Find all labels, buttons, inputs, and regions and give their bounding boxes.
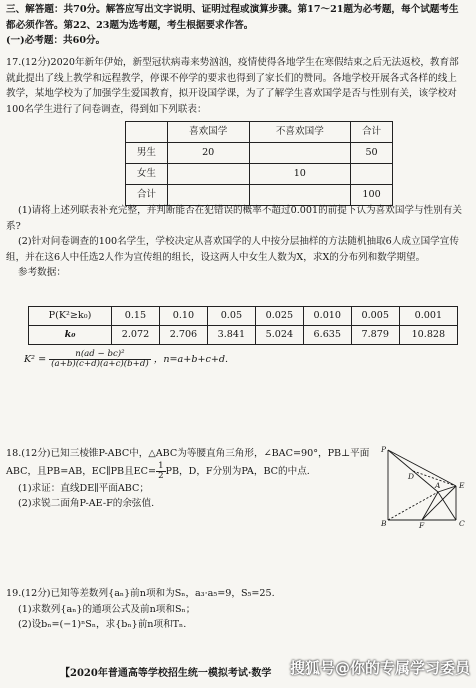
table-cell: 2.072: [112, 326, 160, 345]
k-squared-formula: [24, 350, 466, 369]
table-cell: 10.828: [399, 326, 457, 345]
table-cell: [167, 164, 249, 185]
table-row: [29, 307, 458, 326]
table-cell: 20: [167, 143, 249, 164]
formula-numerator: n(ad − bc)²: [49, 350, 151, 360]
tetrahedron-figure: [380, 446, 468, 528]
problem-18-fraction: [156, 462, 165, 481]
problem-19-part-2: (2)设bₙ=(−1)ⁿSₙ，求{bₙ}前n项和Tₙ.: [18, 619, 187, 631]
label-a: A: [435, 481, 441, 490]
table-cell: 男生: [126, 143, 168, 164]
table-cell: 2.706: [159, 326, 207, 345]
table-row: [29, 326, 458, 345]
label-b: B: [381, 519, 387, 528]
table-cell: k₀: [29, 326, 112, 345]
table-header-cell: [126, 122, 168, 143]
label-c: C: [459, 519, 465, 528]
table-row: [126, 143, 393, 164]
problem-18-part-1: (1)求证：直线DE∥平面ABC；: [18, 482, 149, 494]
problem-18-line-2a: ABC，且PB=AB，EC∥PB且EC=: [6, 465, 157, 477]
table-cell: 0.001: [399, 307, 457, 326]
problem-17-text: 17.(12分)2020年新年伊始，新型冠状病毒来势汹汹，疫情使得各地学生在寒假结束之后无法返校，教育部就此提出了线上教学和远程教学，停课不停学的要求也得到了家长们的赞同。各地学校开展各式各样的线上教学，某地学校为了加强学生爱国教育，拟开设国学课，为了了解学生喜欢国学是否与性别有关，该学校对100名学生进行了问卷调查，得到如下列联表：: [6, 57, 459, 115]
label-p: P: [381, 446, 387, 454]
section-header: [6, 2, 466, 49]
table-header-cell: 不喜欢国学: [249, 122, 351, 143]
contingency-table: [125, 121, 393, 206]
edge-ac: [438, 492, 456, 520]
problem-18: [6, 446, 372, 512]
table-cell: 女生: [126, 164, 168, 185]
table-cell: 合计: [126, 185, 168, 206]
table-cell: 100: [351, 185, 393, 206]
problem-17-part-2: (2)针对问卷调查的100名学生，学校决定从喜欢国学的人中按分层抽样的方法随机抽取6人成立国学宣传组，并在这6人中任选2人作为宣传组的组长，设这两人中女生人数为X，求X的分布列和数学期望。: [6, 236, 459, 263]
problem-17-stem: [6, 55, 466, 117]
edge-pe: [388, 450, 456, 486]
table-cell: 0.05: [207, 307, 255, 326]
table-cell: [351, 164, 393, 185]
table-cell: 6.635: [303, 326, 351, 345]
table-header-cell: 合计: [351, 122, 393, 143]
table-cell: 0.005: [351, 307, 399, 326]
critical-value-table: [28, 306, 458, 345]
table-header-cell: 喜欢国学: [167, 122, 249, 143]
problem-17-parts: [6, 203, 466, 281]
label-d: D: [408, 472, 415, 481]
section-instructions: 三、解答题：共70分。解答应写出文字说明、证明过程或演算步骤。第17～21题为必考题，每个试题考生都必须作答。第22、23题为选考题，考生根据要求作答。: [6, 4, 459, 31]
label-f: F: [419, 521, 425, 528]
edge-fe: [422, 486, 456, 520]
problem-17-part-1: (1)请将上述列联表补充完整，并判断能否在犯错误的概率不超过0.001的前提下认为喜欢国学与性别有关系?: [6, 205, 462, 232]
problem-18-line-2: [6, 462, 372, 481]
required-heading: (一)必考题：共60分。: [6, 35, 106, 47]
formula-fraction: [49, 350, 151, 369]
table-cell: 3.841: [207, 326, 255, 345]
problem-19: [6, 586, 466, 633]
table-header-row: [126, 122, 393, 143]
table-cell: [249, 143, 351, 164]
table-row: [126, 164, 393, 185]
fraction-numerator: 1: [158, 460, 164, 471]
table-cell: 50: [351, 143, 393, 164]
fraction-denominator: 2: [158, 470, 164, 481]
problem-18-part-2: (2)求锐二面角P-AE-F的余弦值.: [18, 498, 155, 510]
problem-19-text: 19.(12分)已知等差数列{aₙ}前n项和为Sₙ，a₃·a₅=9，S₅=25.: [6, 588, 275, 599]
label-e: E: [459, 481, 465, 490]
formula-denominator: (a+b)(c+d)(a+c)(b+d): [51, 359, 149, 370]
problem-18-line-2b: PB，D，F分别为PA，BC的中点.: [165, 465, 310, 477]
table-cell: P(K²≥k₀): [29, 307, 112, 326]
formula-lhs: K² =: [24, 354, 47, 366]
table-cell: 5.024: [255, 326, 303, 345]
reference-data-label: 参考数据：: [18, 267, 66, 279]
table-cell: 0.15: [112, 307, 160, 326]
table-cell: 0.010: [303, 307, 351, 326]
watermark: 搜狐号@你的专属学习委员: [289, 659, 470, 677]
table-cell: 0.10: [159, 307, 207, 326]
table-cell: 7.879: [351, 326, 399, 345]
problem-18-line-1: 18.(12分)已知三棱锥P-ABC中，△ABC为等腰直角三角形，∠BAC=90°，PB⊥平面: [6, 448, 370, 459]
table-cell: 0.025: [255, 307, 303, 326]
page-footer: 【2020年普通高等学校招生统一模拟考试·数学: [60, 668, 272, 679]
table-cell: 10: [249, 164, 351, 185]
formula-rhs: ，n=a+b+c+d.: [153, 354, 229, 366]
problem-19-part-1: (1)求数列{aₙ}的通项公式及前n项和Sₙ；: [18, 603, 196, 615]
